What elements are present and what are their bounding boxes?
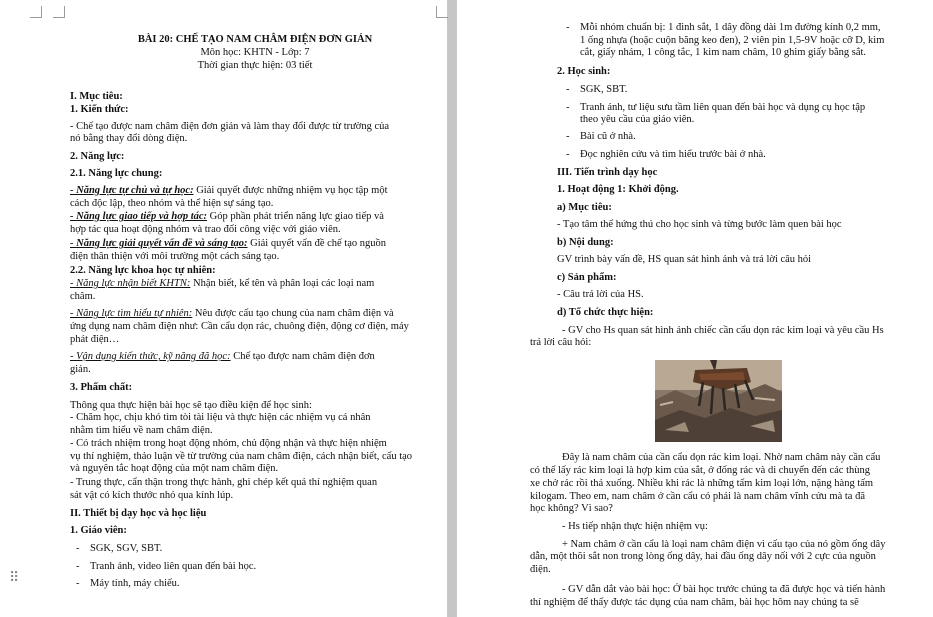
list-item: Mỗi nhóm chuẩn bị: 1 đinh sắt, 1 dây đồng dài 1m đường kính 0,2 mm, — [580, 22, 881, 33]
section-heading: III. Tiến trình dạy học — [557, 167, 658, 178]
paragraph-line: - Chăm học, chịu khó tìm tòi tài liệu và thực hiện các nhiệm vụ cá nhân — [70, 412, 371, 423]
paragraph-line: dẫn, một thõi sắt non trong lòng ống dây, hai đầu ống dây nối với 2 cực của nguồn — [530, 551, 876, 562]
paragraph-line: thí nghiệm để thấy được tác dụng của nam châm, bài học hôm nay chúng ta sẽ — [530, 597, 859, 608]
list-item: Máy tính, máy chiếu. — [90, 578, 180, 589]
lesson-title: BÀI 20: CHẾ TẠO NAM CHÂM ĐIỆN ĐƠN GIẢN — [137, 34, 373, 45]
paragraph-line: - Năng lực tự chủ và tự học: Giải quyết được những nhiệm vụ học tập một — [70, 185, 388, 196]
paragraph-line: nhằm tìm hiểu về nam châm điện. — [70, 425, 213, 436]
section-heading: I. Mục tiêu: — [70, 91, 123, 102]
paragraph-line: phát điện… — [70, 334, 120, 345]
paragraph-line: + Nam châm ở cần cẩu là loại nam châm điện vì cấu tạo của nó gồm ống dây — [562, 539, 886, 550]
bullet-dash: - — [566, 84, 570, 95]
duration-line: Thời gian thực hiện: 03 tiết — [197, 60, 313, 71]
paragraph-line: - GV cho Hs quan sát hình ảnh chiếc cần cẩu dọn rác kim loại và yêu cầu Hs — [562, 325, 884, 336]
list-item: Tranh ảnh, video liên quan đến bài học. — [90, 561, 257, 572]
paragraph-line: giản. — [70, 364, 91, 375]
subsection-heading: b) Nội dung: — [557, 237, 614, 248]
paragraph-line: điện. — [530, 564, 551, 575]
bullet-dash: - — [566, 131, 570, 142]
paragraph-line: - Chế tạo được nam châm điện đơn giản và làm thay đổi được từ trường của — [70, 121, 390, 132]
paragraph-line: trả lời câu hỏi: — [530, 337, 592, 348]
subsection-heading: 3. Phẩm chất: — [70, 382, 133, 393]
subsection-heading: c) Sản phẩm: — [557, 272, 617, 283]
bullet-dash: - — [76, 578, 80, 589]
list-item-continued: theo yêu cầu của giáo viên. — [580, 114, 695, 125]
paragraph-line: - Năng lực nhận biết KHTN: Nhận biết, kể tên và phân loại các loại nam — [70, 278, 375, 289]
list-item-continued: cắt, giấy nhám, 1 công tắc, 1 kim nam châm, 10 ghim giấy bằng sắt. — [580, 47, 867, 58]
subsection-heading: 2. Học sinh: — [557, 66, 611, 77]
paragraph-line: xe chở rác rồi thả xuống. Nhiều khi rác là những tấm kim loại lớn, nặng hàng tấm — [530, 478, 874, 489]
list-item: SGK, SBT. — [580, 84, 628, 95]
list-item: Tranh ảnh, tư liệu sưu tầm liên quan đến bài học và dụng cụ học tập — [580, 102, 866, 113]
margin-corner-mark — [30, 6, 42, 18]
subsection-heading: 1. Hoạt động 1: Khởi động. — [557, 184, 679, 195]
bullet-dash: - — [76, 561, 80, 572]
subsection-heading: 1. Kiến thức: — [70, 104, 129, 115]
paragraph-line: và nguyên tắc hoạt động của một nam châm điện. — [70, 463, 279, 474]
paragraph-line: - GV dẫn dắt vào bài học: Ở bài học trước chúng ta đã được học và tiến hành — [562, 584, 886, 595]
paragraph-line: ứng dụng nam châm điện như: Cần cẩu dọn rác, chuông điện, động cơ điện, máy — [70, 321, 409, 332]
paragraph-line: hợp tác qua hoạt động nhóm và trao đổi công việc với giáo viên. — [70, 224, 341, 235]
list-item: Đọc nghiên cứu và tìm hiểu trước bài ở nhà. — [580, 149, 766, 160]
paragraph-line: - Trung thực, cẩn thận trong thực hành, ghi chép kết quả thí nghiệm quan — [70, 477, 378, 488]
paragraph-line: - Có trách nhiệm trong hoạt động nhóm, chủ động nhận và thực hiện nhiệm — [70, 438, 387, 449]
bullet-dash: - — [566, 149, 570, 160]
crane-magnet-photo — [655, 360, 782, 442]
section-heading: II. Thiết bị dạy học và học liệu — [70, 508, 207, 519]
margin-corner-mark — [436, 6, 448, 18]
paragraph-line: học không? Vì sao? — [530, 503, 613, 514]
paragraph-line: sát vật có kích thước nhỏ qua kính lúp. — [70, 490, 234, 501]
list-item-continued: 1 ống nhựa (hoặc cuộn băng keo đen), 2 viên pin 1,5-9V hoặc cỡ D, kìm — [580, 35, 885, 46]
subsection-heading: d) Tổ chức thực hiện: — [557, 307, 654, 318]
subsection-heading: 2.2. Năng lực khoa học tự nhiên: — [70, 265, 216, 276]
paragraph-line: vụ thí nghiệm, thảo luận về từ trường của nam châm điện, cách nhận biết, cấu tạo — [70, 451, 413, 462]
bullet-dash: - — [566, 22, 570, 33]
list-item: Bài cũ ở nhà. — [580, 131, 636, 142]
paragraph-line: - Tạo tâm thế hứng thú cho học sinh và từng bước làm quen bài học — [557, 219, 842, 230]
drag-handle-icon[interactable]: ⠿ — [9, 570, 18, 586]
paragraph-line: Đây là nam châm của cần cẩu dọn rác kim loại. Nhờ nam châm này cần cẩu — [562, 452, 881, 463]
paragraph-line: có thể lấy rác kim loại là hợp kim của sắt, ở đống rác và di chuyển đến các thùng — [530, 465, 870, 476]
list-item: SGK, SGV, SBT. — [90, 543, 163, 554]
subsection-heading: 2.1. Năng lực chung: — [70, 168, 163, 179]
paragraph-line: - Năng lực tìm hiểu tự nhiên: Nêu được cấu tạo chung của nam châm điện và — [70, 308, 394, 319]
paragraph-line: - Năng lực giao tiếp và hợp tác: Góp phần phát triển năng lực giao tiếp và — [70, 211, 384, 222]
paragraph-line: GV trình bày vấn đề, HS quan sát hình ảnh và trả lời câu hỏi — [557, 254, 812, 265]
paragraph-line: - Hs tiếp nhận thực hiện nhiệm vụ: — [562, 521, 708, 532]
bullet-dash: - — [566, 102, 570, 113]
paragraph-line: - Năng lực giải quyết vấn đề và sáng tạo: Giải quyết vấn đề chế tạo nguồn — [70, 238, 386, 249]
paragraph-line: - Câu trả lời của HS. — [557, 289, 644, 300]
subject-line: Môn học: KHTN - Lớp: 7 — [200, 47, 310, 58]
subsection-heading: a) Mục tiêu: — [557, 202, 612, 213]
paragraph-line: châm. — [70, 291, 96, 302]
paragraph-line: nó bằng thay đổi dòng điện. — [70, 133, 188, 144]
paragraph-line: kilogam. Theo em, nam châm ở cần cẩu có phải là nam châm vĩnh cửu mà ta đã — [530, 491, 865, 502]
bullet-dash: - — [76, 543, 80, 554]
paragraph-line: Thông qua thực hiện bài học sẽ tạo điều kiện để học sinh: — [70, 400, 312, 411]
paragraph-line: điện thân thiện với môi trường một cách sáng tạo. — [70, 251, 280, 262]
subsection-heading: 2. Năng lực: — [70, 151, 125, 162]
margin-corner-mark — [53, 6, 65, 18]
paragraph-line: - Vận dụng kiến thức, kỹ năng đã học: Chế tạo được nam châm điện đơn — [70, 351, 375, 362]
paragraph-line: cách độc lập, theo nhóm và thể hiện sự sáng tạo. — [70, 198, 274, 209]
subsection-heading: 1. Giáo viên: — [70, 525, 127, 536]
